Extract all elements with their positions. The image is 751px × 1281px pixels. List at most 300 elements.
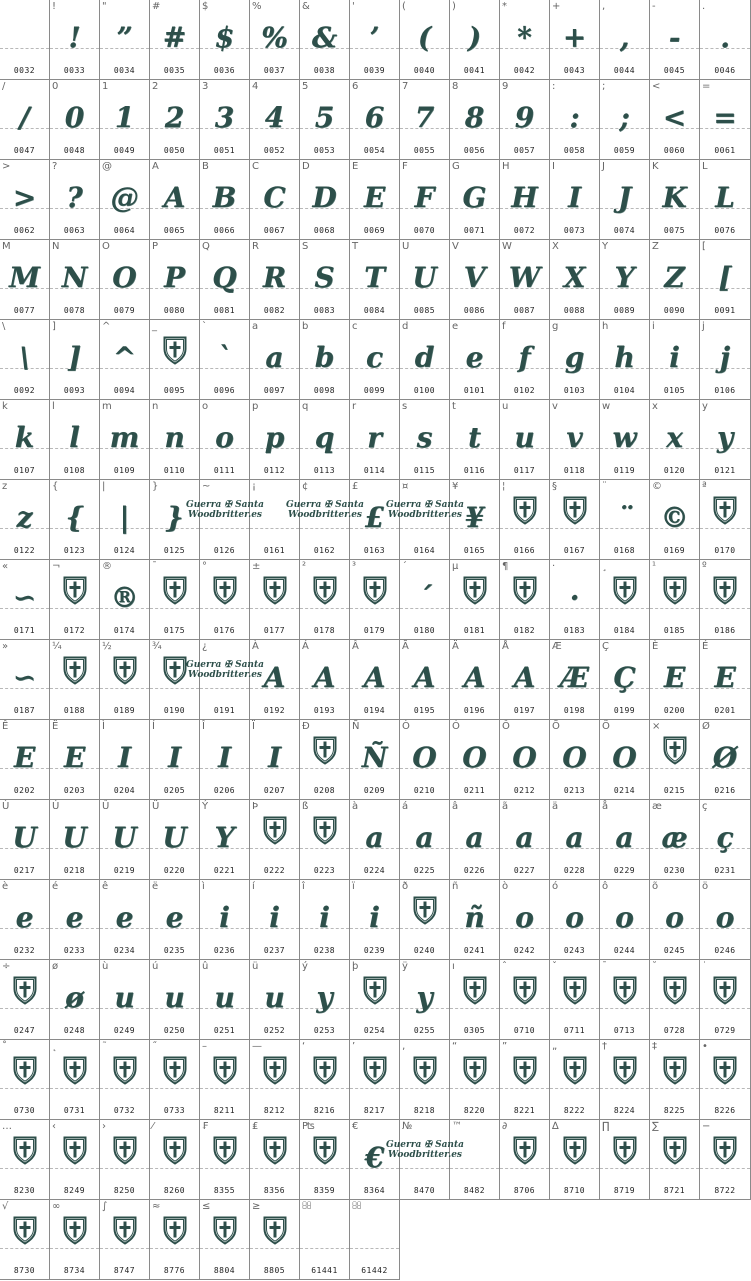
glyph-cell [0,0,50,80]
glyph-sample: x [666,421,683,454]
char-label: ë [152,881,159,892]
char-label: § [552,481,557,492]
glyph-sample: @ [110,181,139,214]
crusader-shield-icon [363,1056,387,1085]
char-label: W [502,241,512,252]
code-point-label: 0733 [163,1106,186,1115]
code-point-label: 0195 [413,706,436,715]
glyph-sample: c [365,341,384,374]
char-label: ™ [452,1121,462,1132]
glyph-sample: C [263,181,286,214]
code-point-label: 0115 [413,466,436,475]
code-point-label: 0199 [613,706,636,715]
glyph-sample: = [713,101,737,134]
char-label: Â [352,641,359,652]
glyph-sample: o [615,901,634,934]
glyph-sample: ¥ [464,501,485,534]
code-point-label: 0198 [563,706,586,715]
code-point-label: 0085 [413,306,436,315]
char-label: 0 [52,81,59,92]
char-label: P [152,241,159,252]
crusader-shield-icon [563,1056,587,1085]
glyph-cell [500,160,550,240]
crusader-shield-icon [113,1056,137,1085]
crusader-shield-icon [213,576,237,605]
crusader-shield-icon [63,1136,87,1165]
code-point-label: 0104 [613,386,636,395]
char-label: ı [452,961,455,972]
char-label: ₤ [252,1121,259,1132]
code-point-label: 0187 [13,706,36,715]
baseline [600,1008,649,1009]
char-label: õ [652,881,659,892]
baseline [200,528,249,529]
glyph-cell [700,640,751,720]
code-point-label: 8226 [714,1106,736,1115]
char-label: ² [302,561,307,572]
char-label: › [102,1121,106,1132]
char-label: á [402,801,409,812]
char-label: Ç [602,641,609,652]
glyph-sample: ® [110,581,139,614]
code-point-label: 0239 [363,946,386,955]
char-label: 6 [352,81,359,92]
glyph-cell [600,160,650,240]
glyph-cell [350,640,400,720]
code-point-label: 0165 [463,546,486,555]
char-label: \ [2,321,6,332]
glyph-sample: O [612,741,637,774]
glyph-sample: I [267,741,282,774]
code-point-label: 0247 [13,1026,36,1035]
baseline [450,1168,499,1169]
char-label: $ [202,1,209,12]
char-label: l [52,401,55,412]
code-point-label: 0222 [263,866,286,875]
char-label: y [702,401,708,412]
banner-site: Woodbritter.es [387,510,462,520]
glyph-cell [550,960,600,1040]
code-point-label: 0034 [113,66,136,75]
glyph-cell [450,0,500,80]
glyph-sample: j [719,341,731,374]
baseline [150,1248,199,1249]
code-point-label: 0236 [213,946,236,955]
char-label: » [2,641,9,652]
char-label: — [252,1041,262,1052]
code-point-label: 0072 [513,226,536,235]
char-label: ‹ [52,1121,56,1132]
char-label: k [2,401,8,412]
glyph-cell [650,240,700,320]
code-point-label: 8722 [714,1186,736,1195]
glyph-cell [386,480,464,560]
code-point-label: 8710 [563,1186,586,1195]
char-label: u [502,401,509,412]
code-point-label: 8218 [413,1106,436,1115]
code-point-label: 0090 [663,306,686,315]
baseline [50,608,99,609]
glyph-cell [500,800,550,880]
glyph-sample: S [314,261,335,294]
glyph-cell [0,160,50,240]
code-point-label: 0062 [13,226,36,235]
char-label: t [452,401,456,412]
code-point-label: 0230 [663,866,686,875]
code-point-label: 0103 [563,386,586,395]
banner-title: Guerra ✠ Santa [286,500,364,510]
code-point-label: 0172 [63,626,86,635]
glyph-sample: Ø [712,741,738,774]
char-label: ˚ [2,1041,7,1052]
glyph-cell [150,1120,200,1200]
crusader-shield-icon [263,1216,287,1245]
glyph-cell [300,560,350,640]
glyph-cell [100,160,150,240]
glyph-cell [350,480,400,560]
glyph-cell [200,1120,250,1200]
glyph-cell [350,720,400,800]
glyph-sample: e [115,901,134,934]
char-label: ¼ [52,641,62,652]
crusader-shield-icon [313,1136,337,1165]
code-point-label: 0238 [313,946,336,955]
code-point-label: 0192 [263,706,286,715]
baseline [200,608,249,609]
code-point-label: 0036 [213,66,236,75]
glyph-sample: ! [68,21,81,54]
code-point-label: 0063 [63,226,86,235]
code-point-label: 0204 [113,786,136,795]
crusader-shield-icon [13,976,37,1005]
glyph-sample: ø [65,981,84,1014]
crusader-shield-icon [713,976,737,1005]
glyph-cell [100,1040,150,1120]
char-label: ¬ [52,561,61,572]
code-point-label: 0041 [463,66,486,75]
code-point-label: 0242 [513,946,536,955]
glyph-sample: ñ [464,901,485,934]
char-label: ≤ [202,1201,211,1212]
char-label: Ô [502,721,510,732]
glyph-cell [250,720,300,800]
char-label: x [652,401,658,412]
glyph-cell [500,480,550,560]
code-point-label: 0179 [363,626,386,635]
glyph-cell [300,160,350,240]
glyph-cell [250,480,300,560]
glyph-sample: M [9,261,40,294]
char-label: ) [452,1,456,12]
glyph-cell [500,880,550,960]
glyph-cell [300,880,350,960]
glyph-sample: i [269,901,280,934]
glyph-cell [350,560,400,640]
glyph-sample: L [715,181,735,214]
glyph-cell [550,0,600,80]
baseline [0,1168,49,1169]
glyph-cell [500,1040,550,1120]
char-label: „ [552,1041,558,1052]
code-point-label: 0081 [213,306,236,315]
glyph-cell [100,560,150,640]
glyph-cell [600,1040,650,1120]
glyph-sample: 8 [464,101,485,134]
crusader-shield-icon [313,576,337,605]
code-point-label: 0170 [714,546,736,555]
glyph-cell [600,320,650,400]
glyph-cell [450,1040,500,1120]
char-label: z [2,481,8,492]
code-point-label: 0255 [413,1026,436,1035]
code-point-label: 0083 [313,306,336,315]
glyph-cell [150,1040,200,1120]
baseline [400,1168,449,1169]
char-label: ‘ [302,1041,306,1052]
glyph-cell [500,400,550,480]
char-label: Ê [2,721,9,732]
glyph-sample: P [163,261,186,294]
code-point-label: 0039 [363,66,386,75]
baseline [600,1168,649,1169]
glyph-cell [700,320,751,400]
code-point-label: 0237 [263,946,286,955]
code-point-label: 0197 [513,706,536,715]
crusader-shield-icon [713,1136,737,1165]
glyph-cell [350,800,400,880]
glyph-cell [550,560,600,640]
glyph-sample: o [715,901,735,934]
glyph-cell [200,960,250,1040]
char-label: ä [552,801,559,812]
glyph-cell [100,400,150,480]
code-point-label: 61442 [361,1266,388,1275]
glyph-cell [100,0,150,80]
char-label: ó [552,881,559,892]
glyph-cell [0,480,50,560]
glyph-cell [0,640,50,720]
glyph-sample: U [112,821,137,854]
baseline [650,608,699,609]
code-point-label: 0068 [313,226,336,235]
glyph-cell [600,240,650,320]
char-label: ^ [102,321,111,332]
code-point-label: 0106 [714,386,736,395]
crusader-shield-icon [313,1056,337,1085]
glyph-cell [0,560,50,640]
baseline [150,1168,199,1169]
code-point-label: 0071 [463,226,486,235]
code-point-label: 0045 [663,66,686,75]
code-point-label: 8364 [363,1186,386,1195]
glyph-sample: p [264,421,285,454]
char-label: " [102,1,107,12]
code-point-label: 0098 [313,386,336,395]
code-point-label: 0123 [63,546,86,555]
code-point-label: 0248 [63,1026,86,1035]
char-label: ¾ [152,641,162,652]
glyph-cell [50,1200,100,1280]
glyph-sample: 4 [264,101,285,134]
code-point-label: 8805 [263,1266,286,1275]
baseline [650,1008,699,1009]
code-point-label: 8804 [213,1266,236,1275]
glyph-sample: b [314,341,335,374]
char-label: Ï [252,721,255,732]
char-label: n [152,401,159,412]
glyph-cell [550,720,600,800]
code-point-label: 0223 [313,866,336,875]
code-point-label: 0235 [163,946,186,955]
glyph-cell [550,1040,600,1120]
glyph-sample: U [62,821,87,854]
glyph-cell [400,160,450,240]
code-point-label: 0207 [263,786,286,795]
glyph-cell [650,880,700,960]
glyph-sample: t [468,421,481,454]
char-label: [ [702,241,706,252]
glyph-cell [600,400,650,480]
code-point-label: 0048 [63,146,86,155]
crusader-shield-icon [463,576,487,605]
char-label: ð [402,881,409,892]
char-label: U [402,241,410,252]
char-label: Q [202,241,210,252]
crusader-shield-icon [713,576,737,605]
crusader-shield-icon [563,976,587,1005]
glyph-cell [150,640,200,720]
code-point-label: 0086 [463,306,486,315]
code-point-label: 0161 [263,546,286,555]
crusader-shield-icon [263,576,287,605]
char-label: • [702,1041,708,1052]
glyph-cell [550,640,600,720]
code-point-label: 0074 [613,226,636,235]
code-point-label: 0253 [313,1026,336,1035]
glyph-cell [100,80,150,160]
baseline [650,1168,699,1169]
code-point-label: 0099 [363,386,386,395]
char-label: # [152,1,161,12]
baseline [150,688,199,689]
code-point-label: 0070 [413,226,436,235]
glyph-cell [650,720,700,800]
glyph-sample: d [414,341,435,374]
glyph-cell [400,560,450,640]
baseline [100,1088,149,1089]
char-label: Ý [202,801,209,812]
code-point-label: 0066 [213,226,236,235]
code-point-label: 0089 [613,306,636,315]
char-label: K [652,161,659,172]
code-point-label: 0069 [363,226,386,235]
glyph-cell [650,960,700,1040]
code-point-label: 0164 [413,546,436,555]
code-point-label: 8706 [513,1186,536,1195]
char-label: Ò [402,721,410,732]
glyph-sample: , [619,21,630,54]
glyph-cell [450,880,500,960]
code-point-label: 0217 [13,866,36,875]
glyph-cell [100,480,150,560]
crusader-shield-icon [413,1056,437,1085]
char-label: a [252,321,259,332]
glyph-cell [400,720,450,800]
glyph-cell [0,80,50,160]
char-label: Ó [452,721,460,732]
char-label: ∑ [652,1121,659,1132]
glyph-sample: : [569,101,580,134]
char-label: d [402,321,409,332]
glyph-sample: O [562,741,587,774]
char-label: ß [302,801,309,812]
glyph-sample: i [369,901,380,934]
char-label: p [252,401,259,412]
glyph-cell [600,560,650,640]
glyph-sample: 0 [64,101,85,134]
baseline [650,1088,699,1089]
glyph-cell [650,80,700,160]
char-label: Ä [452,641,459,652]
baseline [300,1168,349,1169]
glyph-cell [500,0,550,80]
crusader-shield-icon [663,576,687,605]
code-point-label: 0040 [413,66,436,75]
glyph-cell [50,0,100,80]
char-label: X [552,241,559,252]
glyph-cell [250,1200,300,1280]
code-point-label: 0096 [213,386,236,395]
code-point-label: 0241 [463,946,486,955]
glyph-cell [700,400,751,480]
code-point-label: 8260 [163,1186,186,1195]
glyph-sample: # [162,21,187,54]
char-label: Z [652,241,659,252]
glyph-cell [450,960,500,1040]
glyph-cell [700,0,751,80]
code-point-label: 0077 [13,306,36,315]
glyph-sample: o [665,901,684,934]
glyph-sample: ; [619,101,630,134]
code-point-label: 0060 [663,146,686,155]
glyph-cell [200,160,250,240]
glyph-cell [0,720,50,800]
glyph-sample: h [614,341,635,374]
glyph-sample: Æ [560,661,589,694]
baseline [550,1168,599,1169]
code-point-label: 0102 [513,386,536,395]
code-point-label: 0200 [663,706,686,715]
baseline [50,1088,99,1089]
crusader-shield-icon [413,896,437,925]
glyph-sample: 9 [514,101,535,134]
glyph-cell [700,480,751,560]
char-label: ¢ [302,481,309,492]
glyph-sample: | [119,501,130,534]
glyph-sample: V [463,261,486,294]
glyph-cell [300,320,350,400]
crusader-shield-icon [713,496,737,525]
char-label: Ì [102,721,105,732]
char-label: ã [502,801,509,812]
code-point-label: 0122 [13,546,36,555]
code-point-label: 8224 [613,1106,636,1115]
glyph-sample: I [217,741,232,774]
char-label: · [552,561,556,572]
code-point-label: 8482 [463,1186,486,1195]
glyph-sample: N [61,261,88,294]
char-label: Õ [552,721,560,732]
